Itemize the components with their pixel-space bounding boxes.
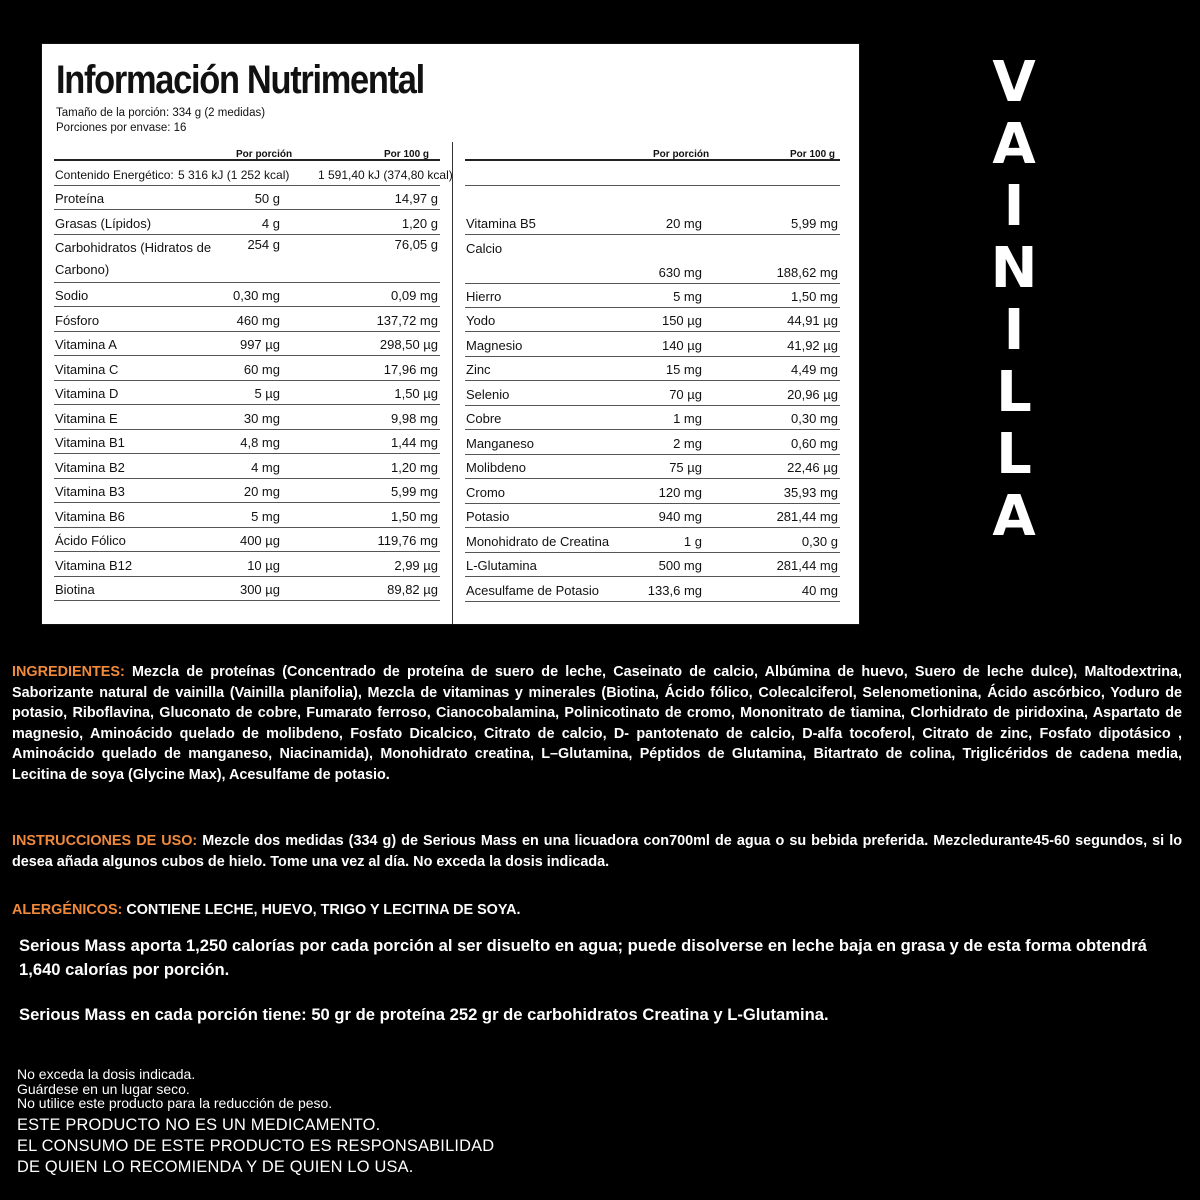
right-nutrient-row bbox=[465, 504, 840, 528]
instructions-section bbox=[12, 831, 1182, 872]
value-per-serving: 15 mg bbox=[665, 362, 702, 377]
value-per-serving: 254 g bbox=[247, 237, 280, 252]
flavor-letter: L bbox=[996, 360, 1032, 425]
right-nutrient-row bbox=[465, 480, 840, 504]
right-nutrient-row bbox=[465, 284, 840, 308]
nutrient-name: Manganeso bbox=[466, 435, 534, 451]
nutrient-name: Biotina bbox=[55, 582, 95, 597]
nutrient-name: Calcio bbox=[466, 240, 503, 256]
energy-per-serving: 5 316 kJ (1 252 kcal) bbox=[178, 168, 290, 182]
warning-line-3: DE QUIEN LO RECOMIENDA Y DE QUIEN LO USA. bbox=[17, 1158, 414, 1176]
value-per-serving: 4 g bbox=[261, 215, 280, 231]
value-per-100g: 119,76 mg bbox=[377, 533, 438, 548]
allergens-section bbox=[12, 900, 1182, 921]
right-nutrient-row bbox=[465, 357, 840, 381]
nutrient-name: Monohidrato de Creatina bbox=[466, 533, 610, 549]
value-per-100g: 281,44 mg bbox=[776, 509, 838, 524]
flavor-letter: A bbox=[992, 112, 1036, 177]
value-per-serving: 400 µg bbox=[239, 533, 280, 548]
left-nutrient-row bbox=[54, 406, 440, 430]
value-per-100g: 281,44 mg bbox=[776, 558, 838, 573]
value-per-100g: 35,93 mg bbox=[783, 484, 838, 500]
flavor-letter: V bbox=[992, 50, 1036, 115]
value-per-serving: 140 µg bbox=[661, 337, 702, 353]
note-storage: Guárdese en un lugar seco. bbox=[17, 1081, 190, 1097]
value-per-100g: 20,96 µg bbox=[787, 386, 838, 402]
nutrient-name: Vitamina E bbox=[55, 410, 118, 426]
nutrition-facts-panel bbox=[41, 43, 860, 625]
right-nutrient-row bbox=[465, 308, 840, 332]
flavor-letter: N bbox=[990, 236, 1038, 301]
value-per-serving: 133,6 mg bbox=[647, 582, 702, 598]
value-per-serving: 630 mg bbox=[658, 264, 702, 280]
value-per-100g: 0,30 mg bbox=[791, 411, 838, 426]
nutrient-name: Proteína bbox=[55, 191, 105, 206]
value-per-100g: 1,44 mg bbox=[391, 435, 438, 450]
right-nutrient-row bbox=[465, 211, 840, 235]
right-nutrient-row bbox=[465, 236, 840, 284]
energy-per-100g: 1 591,40 kJ (374,80 kcal) bbox=[318, 168, 453, 182]
left-nutrient-row bbox=[54, 235, 440, 283]
right-nutrient-row bbox=[465, 455, 840, 479]
nutrient-name: Vitamina B5 bbox=[466, 216, 536, 231]
nutrient-name: Vitamina B12 bbox=[55, 557, 133, 573]
ingredients-label: INGREDIENTES: bbox=[12, 664, 125, 680]
value-per-100g: 298,50 µg bbox=[379, 337, 438, 352]
value-per-serving: 940 mg bbox=[658, 509, 702, 524]
instructions-label: INSTRUCCIONES DE USO: bbox=[12, 833, 198, 849]
nutrient-name: Zinc bbox=[466, 362, 491, 377]
right-nutrient-row bbox=[465, 382, 840, 406]
left-nutrient-row bbox=[54, 283, 440, 307]
left-nutrient-row bbox=[54, 430, 440, 454]
value-per-serving: 150 µg bbox=[661, 313, 702, 328]
nutrient-name: Vitamina B1 bbox=[55, 435, 125, 450]
warning-line-2: EL CONSUMO DE ESTE PRODUCTO ES RESPONSABILIDAD bbox=[17, 1137, 495, 1155]
left-nutrient-row bbox=[54, 357, 440, 381]
nutrient-name: Yodo bbox=[466, 313, 496, 328]
value-per-serving: 5 µg bbox=[254, 386, 280, 401]
left-nutrient-row bbox=[54, 308, 440, 332]
note-weight: No utilice este producto para la reducción de peso. bbox=[17, 1095, 333, 1111]
nutrient-name: Vitamina A bbox=[55, 337, 117, 352]
nutrient-name: Cobre bbox=[466, 411, 502, 426]
left-nutrient-row bbox=[54, 577, 440, 601]
value-per-100g: 1,50 µg bbox=[394, 386, 438, 401]
value-per-serving: 1 g bbox=[683, 533, 702, 549]
header-per-serving-right: Por porción bbox=[653, 149, 710, 160]
value-per-100g: 41,92 µg bbox=[787, 337, 838, 353]
header-per-100g-left: Por 100 g bbox=[384, 149, 430, 160]
right-nutrient-row bbox=[465, 333, 840, 357]
value-per-serving: 5 mg bbox=[251, 508, 280, 524]
energy-row-right bbox=[465, 162, 840, 186]
allergens-label: ALERGÉNICOS: bbox=[12, 902, 123, 918]
nutrient-name: Carbohidratos (Hidratos de Carbono) bbox=[55, 240, 212, 277]
nutrient-name: Potasio bbox=[466, 509, 510, 524]
value-per-100g: 137,72 mg bbox=[376, 312, 438, 328]
nutrient-name: Sodio bbox=[55, 288, 89, 303]
left-nutrient-row bbox=[54, 553, 440, 577]
header-per-serving-left: Por porción bbox=[236, 149, 293, 160]
right-nutrient-row bbox=[465, 406, 840, 430]
value-per-100g: 9,98 mg bbox=[391, 410, 438, 426]
value-per-100g: 22,46 µg bbox=[787, 460, 838, 475]
value-per-100g: 76,05 g bbox=[394, 237, 438, 252]
value-per-100g: 1,50 mg bbox=[791, 288, 838, 304]
nutrient-name: Magnesio bbox=[466, 337, 523, 353]
value-per-100g: 89,82 µg bbox=[387, 582, 438, 597]
right-nutrient-row bbox=[465, 578, 840, 602]
instructions-text: Mezcle dos medidas (334 g) de Serious Mass en una licuadora con700ml de agua o su bebida preferida. Mezcledurante45-60 segundos, si lo desea añada algunos cubos de hielo. Tome una vez al día. No exceda la dosis indicada. bbox=[12, 833, 1182, 870]
warning-line-1: ESTE PRODUCTO NO ES UN MEDICAMENTO. bbox=[17, 1116, 381, 1134]
value-per-serving: 500 mg bbox=[658, 558, 702, 573]
value-per-serving: 5 mg bbox=[673, 288, 702, 304]
right-nutrient-row bbox=[465, 553, 840, 577]
ingredients-section bbox=[12, 662, 1182, 786]
value-per-100g: 44,91 µg bbox=[787, 313, 838, 328]
value-per-serving: 4,8 mg bbox=[240, 435, 280, 450]
nutrient-name: Fósforo bbox=[55, 312, 100, 328]
nutrient-name: Selenio bbox=[466, 386, 510, 402]
value-per-serving: 60 mg bbox=[243, 361, 280, 377]
value-per-100g: 4,49 mg bbox=[791, 362, 838, 377]
nutrient-name: L-Glutamina bbox=[466, 558, 537, 573]
nutrient-name: Vitamina B2 bbox=[55, 459, 125, 475]
energy-row bbox=[54, 162, 453, 186]
flavor-letter: A bbox=[992, 484, 1036, 549]
nutrient-name: Vitamina B6 bbox=[55, 508, 125, 524]
nutrient-name: Grasas (Lípidos) bbox=[55, 215, 152, 231]
nutrient-name: Ácido Fólico bbox=[55, 533, 126, 548]
value-per-100g: 1,20 g bbox=[401, 215, 438, 231]
value-per-serving: 2 mg bbox=[673, 435, 702, 451]
value-per-serving: 20 mg bbox=[243, 484, 280, 499]
value-per-serving: 10 µg bbox=[247, 557, 280, 573]
nutrient-name: Vitamina C bbox=[55, 361, 119, 377]
left-nutrient-row bbox=[54, 504, 440, 528]
allergens-text: CONTIENE LECHE, HUEVO, TRIGO Y LECITINA DE SOYA. bbox=[122, 902, 521, 918]
value-per-serving: 75 µg bbox=[669, 460, 702, 475]
header-per-100g-right: Por 100 g bbox=[790, 149, 836, 160]
column-divider bbox=[452, 142, 453, 624]
flavor-letter: I bbox=[1003, 298, 1025, 363]
nutrient-name: Hierro bbox=[466, 288, 502, 304]
value-per-100g: 0,09 mg bbox=[391, 288, 438, 303]
flavor-letter: L bbox=[996, 422, 1032, 487]
value-per-100g: 1,50 mg bbox=[391, 508, 438, 524]
note-dose: No exceda la dosis indicada. bbox=[17, 1066, 196, 1082]
value-per-serving: 997 µg bbox=[239, 337, 280, 352]
nutrient-name: Acesulfame de Potasio bbox=[466, 582, 599, 598]
value-per-serving: 1 mg bbox=[673, 411, 702, 426]
value-per-serving: 120 mg bbox=[658, 484, 702, 500]
nutrition-title: Información Nutrimental bbox=[56, 58, 424, 102]
value-per-100g: 40 mg bbox=[801, 582, 838, 598]
left-nutrient-row bbox=[54, 479, 440, 503]
nutrient-name: Cromo bbox=[466, 484, 506, 500]
value-per-100g: 5,99 mg bbox=[791, 216, 838, 231]
nutrient-name: Vitamina D bbox=[55, 386, 119, 401]
value-per-serving: 20 mg bbox=[665, 216, 702, 231]
calories-claim: Serious Mass aporta 1,250 calorías por cada porción al ser disuelto en agua; puede disolverse en leche baja en grasa y de esta forma obtendrá 1,640 calorías por porción. bbox=[19, 936, 1147, 979]
energy-label: Contenido Energético: bbox=[55, 168, 174, 182]
value-per-100g: 0,30 g bbox=[801, 533, 838, 549]
value-per-100g: 17,96 mg bbox=[383, 361, 438, 377]
servings-per-container: Porciones por envase: 16 bbox=[56, 122, 187, 134]
value-per-serving: 460 mg bbox=[236, 312, 280, 328]
flavor-letter: I bbox=[1003, 174, 1025, 239]
value-per-serving: 50 g bbox=[254, 191, 280, 206]
protein-claim: Serious Mass en cada porción tiene: 50 gr de proteína 252 gr de carbohidratos Creatina y L-Glutamina. bbox=[19, 1005, 829, 1024]
left-nutrient-row bbox=[54, 332, 440, 356]
value-per-serving: 0,30 mg bbox=[233, 288, 280, 303]
value-per-100g: 0,60 mg bbox=[791, 435, 838, 451]
value-per-100g: 188,62 mg bbox=[776, 264, 838, 280]
right-nutrient-row bbox=[465, 529, 840, 553]
value-per-serving: 300 µg bbox=[239, 582, 280, 597]
left-nutrient-row bbox=[54, 211, 440, 235]
left-nutrient-row bbox=[54, 186, 440, 210]
left-nutrient-row bbox=[54, 528, 440, 552]
value-per-100g: 1,20 mg bbox=[391, 459, 438, 475]
value-per-100g: 5,99 mg bbox=[391, 484, 438, 499]
value-per-serving: 70 µg bbox=[669, 386, 702, 402]
serving-size: Tamaño de la porción: 334 g (2 medidas) bbox=[56, 107, 266, 119]
left-nutrient-row bbox=[54, 455, 440, 479]
value-per-100g: 2,99 µg bbox=[394, 557, 438, 573]
nutrient-name: Vitamina B3 bbox=[55, 484, 125, 499]
value-per-100g: 14,97 g bbox=[394, 191, 438, 206]
value-per-serving: 30 mg bbox=[243, 410, 280, 426]
left-nutrient-row bbox=[54, 381, 440, 405]
value-per-serving: 4 mg bbox=[251, 459, 280, 475]
ingredients-text: Mezcla de proteínas (Concentrado de proteína de suero de leche, Caseinato de calcio, Albúmina de huevo, Suero de leche dulce), Maltodextrina, Saborizante natural de vainilla (Vainilla planifolia), Mezcla de vitaminas y minerales (Biotina, Ácido fólico, Colecalciferol, Selenometionina, Ácido ascórbico, Yoduro de potasio, Riboflavina, Gluconato de cobre, Fumarato ferroso, Cianocobalamina, Polinicotinato de cromo, Mononitrato de tiamina, Clorhidrato de piridoxina, Aspartato de magnesio, Aminoácido quelado de molibdeno, Fosfato Dicalcico, Citrato de calcio, D- pantotenato de calcio, D-alfa tocoferol, Citrato de zinc, Fosfato dipotásico , Aminoácido quelado de manganeso, Niacinamida), Monohidrato creatina, L–Glutamina, Péptidos de Glutamina, Bitartrato de colina, Triglicéridos de cadena media, Lecitina de soya (Glycine Max), Acesulfame de potasio. bbox=[12, 664, 1182, 783]
flavor-vertical-label bbox=[990, 52, 1038, 548]
nutrient-name: Molibdeno bbox=[466, 460, 526, 475]
right-nutrient-row bbox=[465, 431, 840, 455]
